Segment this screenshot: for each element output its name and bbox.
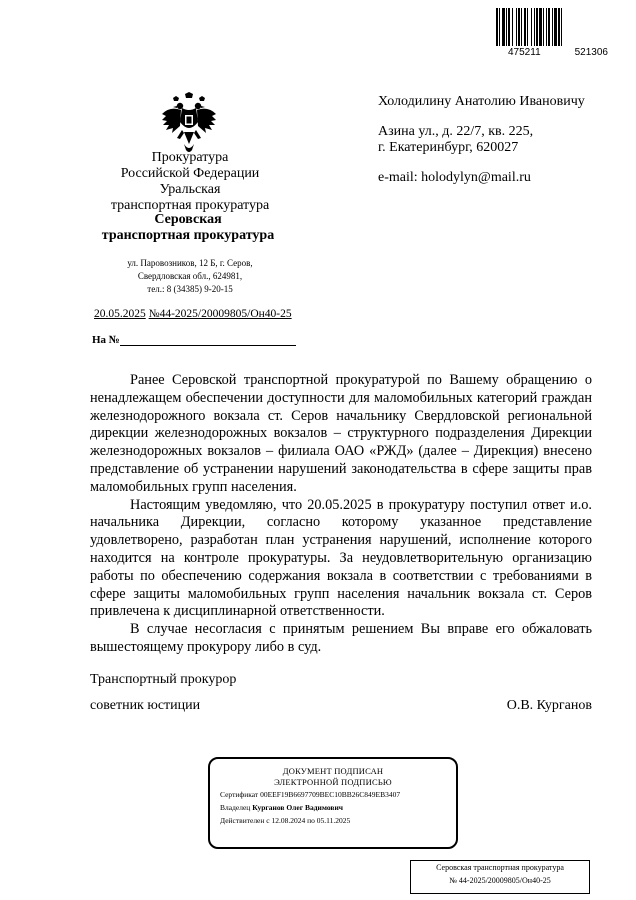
reference-blank-line — [120, 345, 296, 346]
barcode-left-number: 475211 — [508, 47, 541, 58]
owner-label: Владелец — [220, 803, 251, 812]
signer-rank: советник юстиции — [90, 698, 201, 713]
cert-value: 00EEF19B6697709BEC10BB26C849EB3407 — [260, 790, 401, 799]
address-line-2: Свердловская обл., 624981, — [137, 271, 243, 281]
org-line-1: Прокуратура — [151, 150, 229, 165]
stamp-header — [210, 766, 456, 788]
sender-address — [110, 257, 270, 296]
recipient-address-line-2: г. Екатеринбург, 620027 — [378, 140, 519, 155]
org-line-3: Уральская — [159, 182, 221, 197]
letter-body — [90, 372, 592, 657]
paragraph-1: Ранее Серовской транспортной прокуратурой по Вашему обращению о ненадлежащем обеспечении доступности для маломобильных категорий граждан железнодорожного вокзала ст. Серов начальнику Свердловской региональной дирекции железнодорожных вокзалов – структурного подразделения Дирекции железнодорожных вокзалов – филиала ОАО «РЖД» (далее – Дирекция) внесено представление об устранении нарушений законодательства в сфере защиты прав маломобильных групп населения. — [90, 372, 592, 495]
recipient-address — [378, 124, 618, 156]
e-signature-stamp — [208, 757, 458, 849]
signature-block — [90, 672, 592, 714]
org-bold-line-2: транспортная прокуратура — [101, 228, 275, 243]
stamp-line-2: ЭЛЕКТРОННОЙ ПОДПИСЬЮ — [274, 777, 392, 787]
valid-from: 12.08.2024 — [271, 816, 306, 825]
barcode-right-number: 521306 — [574, 47, 608, 58]
registration-line — [94, 308, 292, 320]
paragraph-3: В случае несогласия с принятым решением Вы вправе его обжаловать вышестоящему прокурору либо в суд. — [90, 621, 592, 655]
coat-of-arms-icon — [160, 92, 218, 154]
barcode-bar — [561, 8, 562, 46]
registration-number: №44-2025/20009805/Он40-25 — [148, 308, 292, 320]
recipient-block — [378, 94, 618, 200]
stamp-validity — [220, 814, 456, 827]
address-line-1: ул. Паровозников, 12 Б, г. Серов, — [127, 258, 253, 268]
footer-number: № 44-2025/20009805/Он40-25 — [449, 876, 551, 885]
address-line-3: тел.: 8 (34385) 9-20-15 — [147, 284, 233, 294]
signer-title: Транспортный прокурор — [90, 672, 237, 687]
valid-to-label: по — [307, 816, 315, 825]
recipient-name: Холодилину Анатолию Ивановичу — [378, 94, 585, 109]
recipient-address-line-1: Азина ул., д. 22/7, кв. 225, — [378, 124, 534, 139]
recipient-email: e-mail: holodylyn@mail.ru — [378, 170, 531, 185]
valid-to: 05.11.2025 — [316, 816, 351, 825]
signer-row — [90, 698, 592, 714]
paragraph-2: Настоящим уведомляю, что 20.05.2025 в прокуратуру поступил ответ и.о. начальника Дирекции, согласно которому указанное представление удовлетворено, разработан план устранения нарушений, исполнение которого находится на контроле прокуратуры. За неудовлетворительную организацию работы по обеспечению содержания вокзала в соответствии с требованиями в сфере защиты маломобильных групп населения начальник вокзала ст. Серов привлечена к дисциплинарной ответственности. — [90, 496, 592, 620]
org-line-4: транспортная прокуратура — [110, 198, 270, 213]
stamp-certificate — [220, 788, 456, 801]
registration-date: 20.05.2025 — [94, 308, 146, 320]
barcode-numbers — [508, 47, 608, 58]
sender-organization-bold — [88, 212, 288, 244]
sender-organization — [90, 150, 290, 214]
barcode — [496, 8, 606, 46]
stamp-owner — [220, 801, 456, 814]
stamp-line-1: ДОКУМЕНТ ПОДПИСАН — [282, 766, 384, 776]
valid-label: Действителен — [220, 816, 265, 825]
signer-name: О.В. Курганов — [506, 698, 592, 713]
owner-value: Курганов Олег Вадимович — [252, 803, 344, 812]
cert-label: Сертификат — [220, 790, 259, 799]
footer-org: Серовская транспортная прокуратура — [436, 863, 564, 872]
reference-label: На № — [92, 334, 120, 346]
org-line-2: Российской Федерации — [120, 166, 260, 181]
footer-registration-box — [410, 860, 590, 894]
org-bold-line-1: Серовская — [154, 212, 222, 227]
valid-from-label: с — [266, 816, 270, 825]
